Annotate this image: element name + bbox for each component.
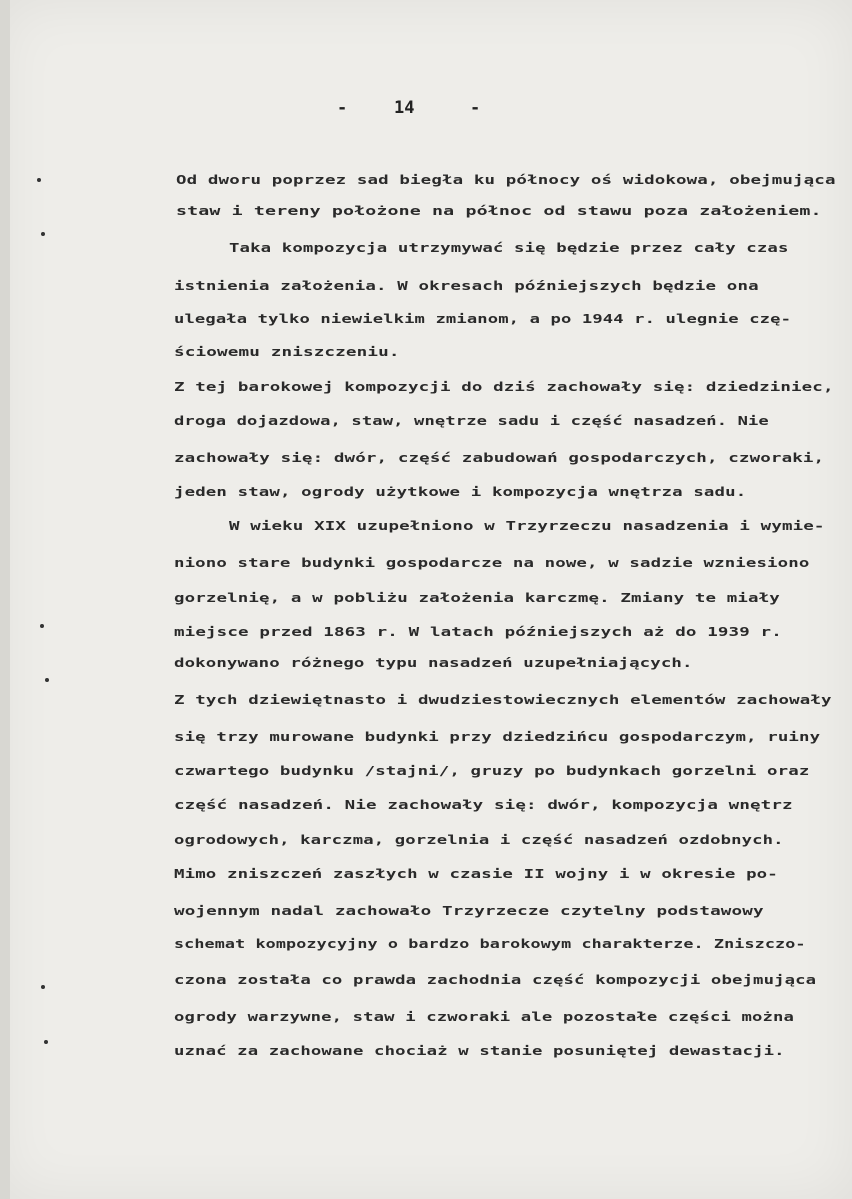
page-edge (0, 0, 10, 1199)
margin-mark (41, 985, 45, 989)
text-line: dokonywano różnego typu nasadzeń uzupełniających. (174, 655, 693, 670)
page-number-value: 14 (394, 98, 415, 118)
text-line: uznać za zachowane chociaż w stanie posuniętej dewastacji. (174, 1043, 785, 1058)
text-line: schemat kompozycyjny o bardzo barokowym charakterze. Zniszczo- (174, 936, 806, 951)
page-number-left-dash: - (337, 98, 348, 118)
text-line: Mimo zniszczeń zaszłych w czasie II wojny i w okresie po- (174, 866, 778, 881)
margin-mark (40, 624, 44, 628)
text-line: Z tej barokowej kompozycji do dziś zachowały się: dziedziniec, (174, 379, 834, 394)
text-line: W wieku XIX uzupełniono w Trzyrzeczu nasadzenia i wymie- (229, 518, 825, 533)
margin-mark (37, 178, 41, 182)
margin-mark (41, 232, 45, 236)
text-line: się trzy murowane budynki przy dziedzińcu gospodarczym, ruiny (174, 729, 821, 744)
text-line: droga dojazdowa, staw, wnętrze sadu i część nasadzeń. Nie (174, 413, 769, 428)
text-line: Od dworu poprzez sad biegła ku północy oś widokowa, obejmująca (176, 172, 836, 187)
page-number-right-dash: - (470, 98, 481, 118)
text-line: jeden staw, ogrody użytkowe i kompozycja wnętrza sadu. (174, 484, 747, 499)
text-line: część nasadzeń. Nie zachowały się: dwór, kompozycja wnętrz (174, 797, 793, 812)
text-line: zachowały się: dwór, część zabudowań gospodarczych, czworaki, (174, 450, 825, 465)
text-line: czona została co prawda zachodnia część kompozycji obejmująca (174, 972, 817, 987)
text-line: wojennym nadal zachowało Trzyrzecze czytelny podstawowy (174, 903, 764, 918)
text-line: ogrodowych, karczma, gorzelnia i część nasadzeń ozdobnych. (174, 832, 784, 847)
text-line: ściowemu zniszczeniu. (174, 344, 400, 359)
text-line: gorzelnię, a w pobliżu założenia karczmę. Zmiany te miały (174, 590, 780, 605)
text-line: istnienia założenia. W okresach późniejszych będzie ona (174, 278, 759, 293)
text-line: Taka kompozycja utrzymywać się będzie przez cały czas (229, 240, 789, 255)
text-line: czwartego budynku /stajni/, gruzy po budynkach gorzelni oraz (174, 763, 810, 778)
text-line: niono stare budynki gospodarcze na nowe, w sadzie wzniesiono (174, 555, 810, 570)
text-line: Z tych dziewiętnasto i dwudziestowiecznych elementów zachowały (174, 692, 832, 707)
text-line: miejsce przed 1863 r. W latach późniejszych aż do 1939 r. (174, 624, 782, 639)
text-line: ogrody warzywne, staw i czworaki ale pozostałe części można (174, 1009, 795, 1024)
text-line: ulegała tylko niewielkim zmianom, a po 1944 r. ulegnie czę- (174, 311, 792, 326)
margin-mark (45, 678, 49, 682)
margin-mark (44, 1040, 48, 1044)
text-line: staw i tereny położone na północ od stawu poza założeniem. (176, 203, 822, 218)
